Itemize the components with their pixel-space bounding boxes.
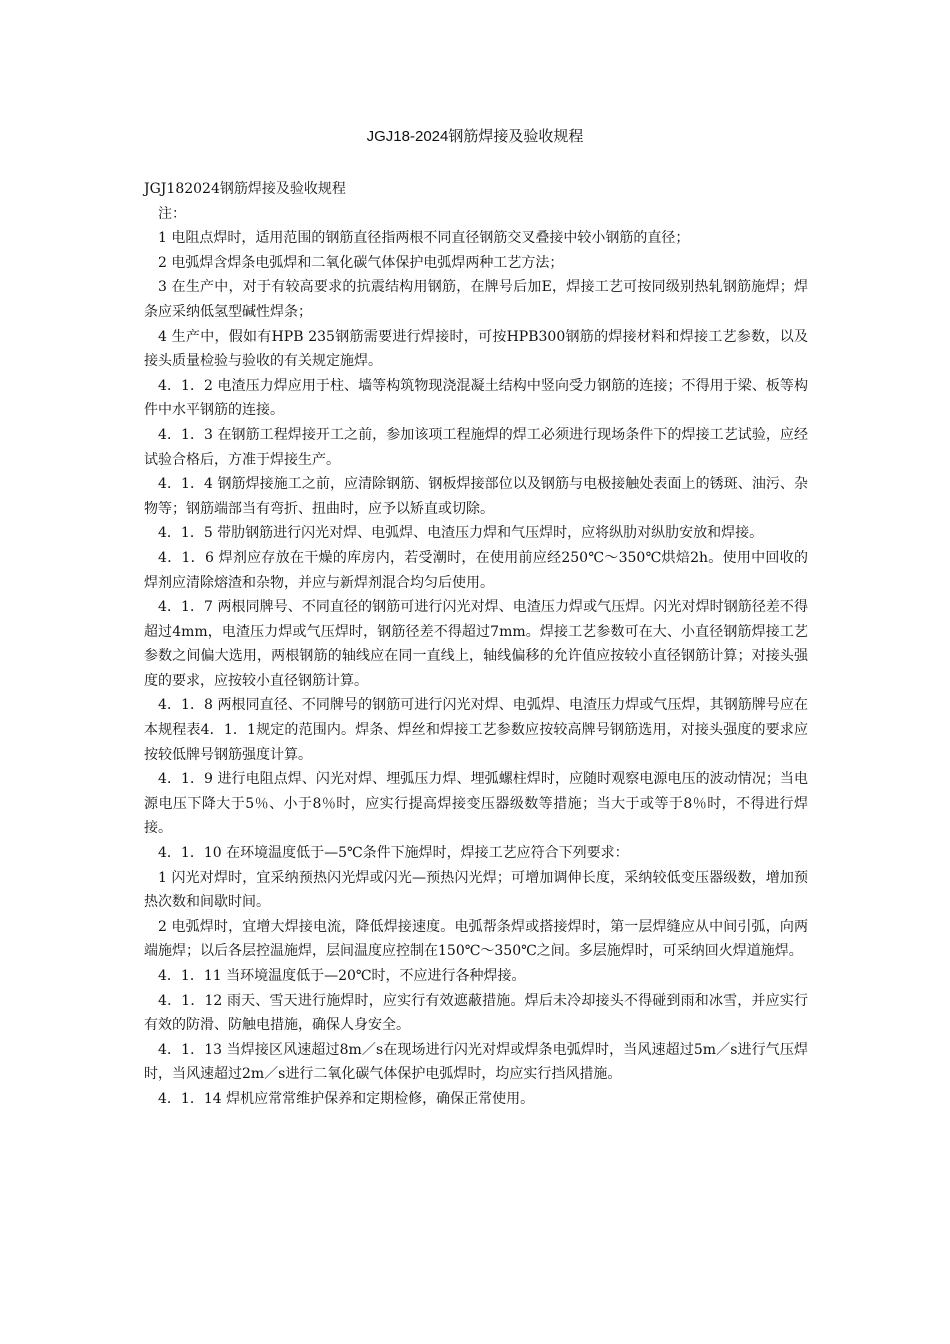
- clause-4-1-9: 4．1．9 进行电阻点焊、闪光对焊、埋弧压力焊、埋弧螺柱焊时，应随时观察电源电压的波动情况；当电源电压下降大于5％、小于8％时，应实行提高焊接变压器级数等措施；当大于或等于8％时，不得进行焊接。: [144, 771, 808, 837]
- clause-4-1-10-item-1: 1 闪光对焊时，宜采纳预热闪光焊或闪光—预热闪光焊；可增加调伸长度，采纳较低变压器级数，增加预热次数和间歇时间。: [144, 869, 808, 911]
- clause-4-1-12: 4．1．12 雨天、雪天进行施焊时，应实行有效遮蔽措施。焊后未冷却接头不得碰到雨和冰雪，并应实行有效的防滑、防触电措施，确保人身安全。: [144, 992, 808, 1034]
- clause-4-1-13: 4．1．13 当焊接区风速超过8m／s在现场进行闪光对焊或焊条电弧焊时，当风速超过5m／s进行气压焊时，当风速超过2m／s进行二氧化碳气体保护电弧焊时，均应实行挡风措施。: [144, 1041, 808, 1083]
- clause-4-1-6: 4．1．6 焊剂应存放在干燥的库房内，若受潮时，在使用前应经250℃～350℃烘焙2h。使用中回收的焊剂应清除熔渣和杂物，并应与新焊剂混合均匀后使用。: [144, 549, 808, 591]
- clause-4-1-11: 4．1．11 当环境温度低于—20℃时，不应进行各种焊接。: [158, 968, 526, 984]
- note-label: 注：: [158, 205, 186, 222]
- note-item-1: 1 电阻点焊时，适用范围的钢筋直径指两根不同直径钢筋交叉叠接中较小钢筋的直径；: [158, 230, 690, 247]
- page-title: JGJ18-2024钢筋焊接及验收规程: [366, 128, 584, 145]
- clause-4-1-3: 4．1．3 在钢筋工程焊接开工之前，参加该项工程施焊的焊工必须进行现场条件下的焊接工艺试验，应经试验合格后，方准于焊接生产。: [144, 426, 808, 468]
- clause-4-1-10: 4．1．10 在环境温度低于—5℃条件下施焊时，焊接工艺应符合下列要求：: [158, 845, 629, 862]
- clause-4-1-7: 4．1．7 两根同牌号、不同直径的钢筋可进行闪光对焊、电渣压力焊或气压焊。闪光对焊时钢筋径差不得超过4mm，电渣压力焊或气压焊时，钢筋径差不得超过7mm。焊接工艺参数可在大、小直径钢筋焊接工艺参数之间偏大选用，两根钢筋的轴线应在同一直线上，轴线偏移的允许值应按较小直径钢筋计算；对接头强度的要求，应按较小直径钢筋计算。: [144, 599, 808, 689]
- clause-4-1-2: 4．1．2 电渣压力焊应用于柱、墙等构筑物现浇混凝土结构中竖向受力钢筋的连接；不得用于梁、板等构件中水平钢筋的连接。: [144, 377, 808, 419]
- document-body: [144, 177, 808, 1112]
- note-item-2: 2 电弧焊含焊条电弧焊和二氧化碳气体保护电弧焊两种工艺方法；: [158, 254, 564, 271]
- note-item-3: 3 在生产中，对于有较高要求的抗震结构用钢筋，在牌号后加E，焊接工艺可按同级别热轧钢筋施焊；焊条应采纳低氢型碱性焊条；: [144, 279, 808, 320]
- note-item-4: 4 生产中，假如有HPB 235钢筋需要进行焊接时，可按HPB300钢筋的焊接材料和焊接工艺参数，以及接头质量检验与验收的有关规定施焊。: [144, 328, 808, 370]
- clause-4-1-5: 4．1．5 带肋钢筋进行闪光对焊、电弧焊、电渣压力焊和气压焊时，应将纵肋对纵肋安放和焊接。: [158, 525, 764, 542]
- clause-4-1-8: 4．1．8 两根同直径、不同牌号的钢筋可进行闪光对焊、电弧焊、电渣压力焊或气压焊，其钢筋牌号应在本规程表4．1．1规定的范围内。焊条、焊丝和焊接工艺参数应按较高牌号钢筋选用，对接头强度的要求应按较低牌号钢筋强度计算。: [144, 697, 808, 763]
- document-heading: JGJ182024钢筋焊接及验收规程: [144, 181, 346, 197]
- clause-4-1-4: 4．1．4 钢筋焊接施工之前，应清除钢筋、钢板焊接部位以及钢筋与电极接触处表面上的锈斑、油污、杂物等；钢筋端部当有弯折、扭曲时，应予以矫直或切除。: [144, 476, 808, 517]
- clause-4-1-10-item-2: 2 电弧焊时，宜增大焊接电流，降低焊接速度。电弧帮条焊或搭接焊时，第一层焊缝应从中间引弧，向两端施焊；以后各层控温施焊，层间温度应控制在150℃～350℃之间。多层施焊时，可采纳回火焊道施焊。: [144, 918, 808, 960]
- clause-4-1-14: 4．1．14 焊机应常常维护保养和定期检修，确保正常使用。: [158, 1090, 535, 1107]
